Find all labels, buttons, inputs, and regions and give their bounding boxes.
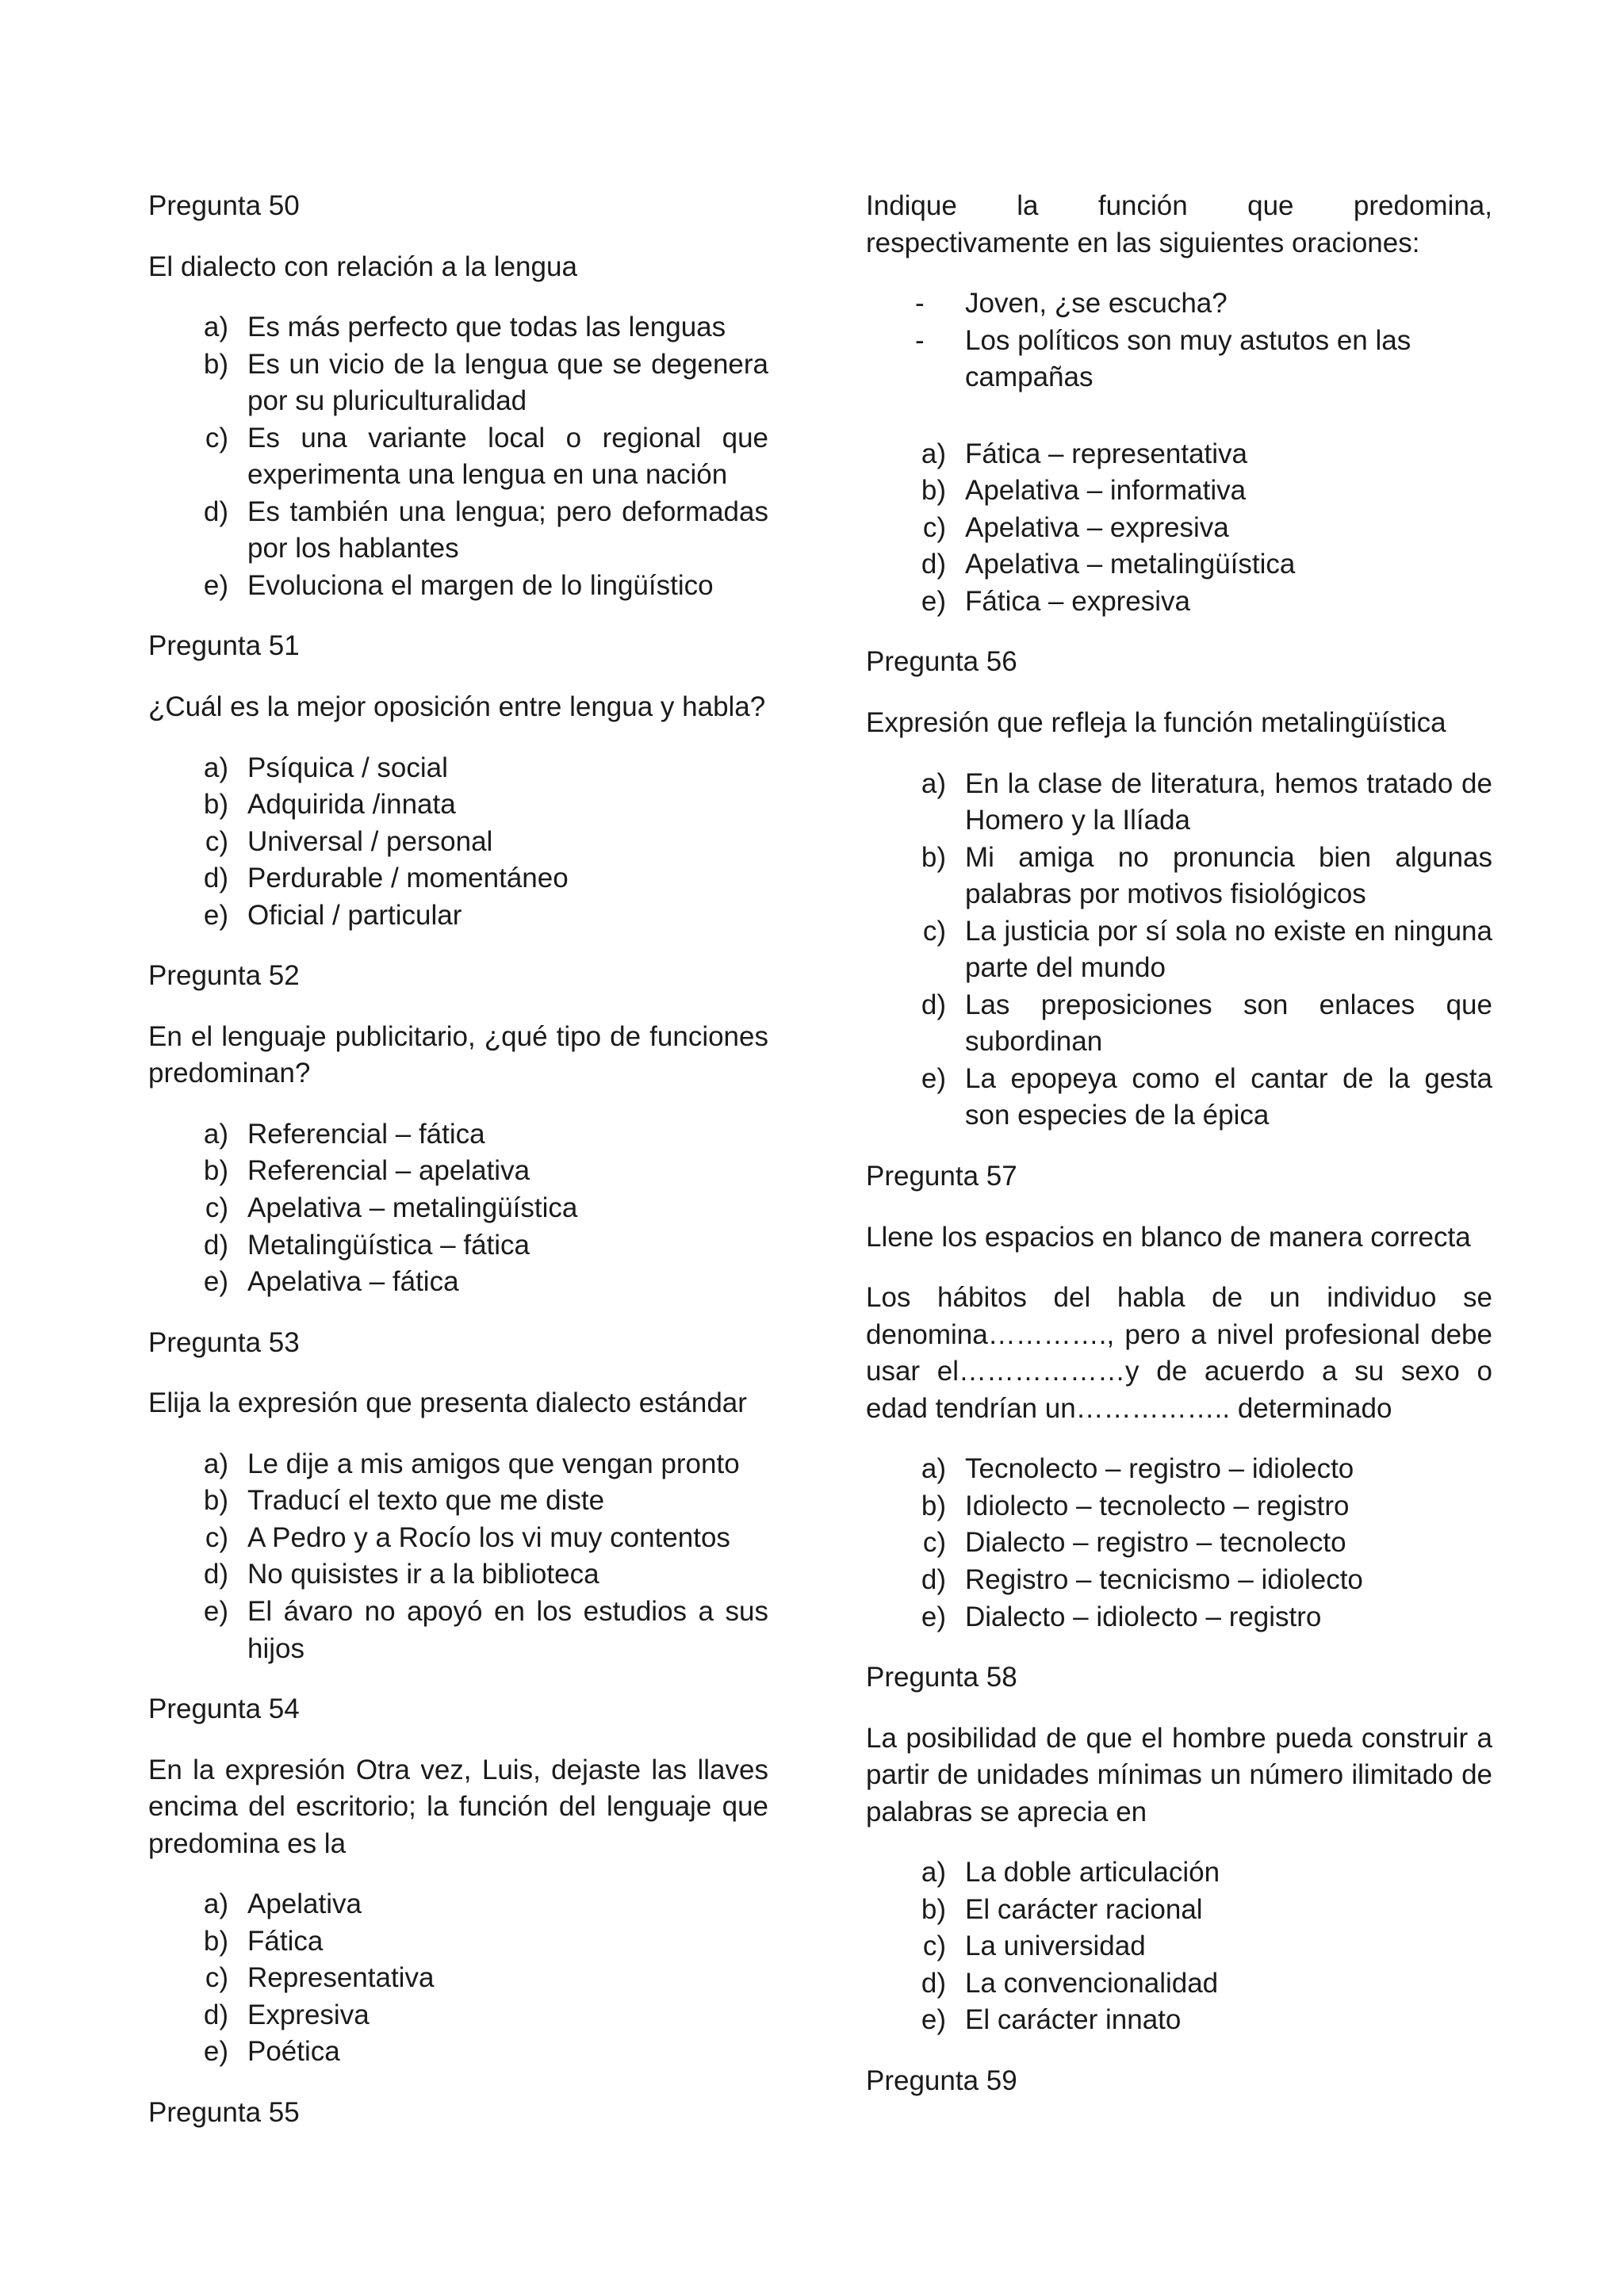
- option-c: [148, 1190, 768, 1227]
- option-text: Apelativa – metalingüística: [247, 1192, 578, 1224]
- option-text: Le dije a mis amigos que vengan pronto: [247, 1448, 740, 1479]
- question-title: Pregunta 52: [148, 960, 300, 992]
- option-letter: b): [203, 1485, 228, 1517]
- question-58: [866, 1659, 1492, 2039]
- option-d: [866, 546, 1492, 584]
- options-list: [148, 309, 768, 604]
- question-56: [866, 644, 1492, 1135]
- option-letter: b): [921, 475, 946, 507]
- question-text: La posibilidad de que el hombre pueda construir a partir de unidades mínimas un número ilimitado de palabras se aprecia en: [866, 1722, 1492, 1827]
- option-text: La convencionalidad: [965, 1967, 1219, 1999]
- option-c: [866, 510, 1492, 547]
- options-list: [148, 1446, 768, 1667]
- question-55-body: [866, 188, 1492, 620]
- option-text: Fática: [247, 1925, 324, 1957]
- option-letter: e): [921, 1601, 946, 1632]
- option-letter: e): [203, 2036, 228, 2068]
- option-e: [866, 2002, 1492, 2039]
- option-b: [148, 1483, 768, 1520]
- option-text: La universidad: [965, 1931, 1146, 1962]
- sentences-list: [866, 285, 1492, 396]
- option-d: [148, 1227, 768, 1265]
- option-letter: e): [203, 569, 228, 601]
- option-text: Fática – representativa: [965, 438, 1248, 469]
- option-a: [866, 436, 1492, 473]
- option-a: [866, 1854, 1492, 1892]
- option-letter: e): [921, 1062, 946, 1094]
- option-letter: e): [203, 1595, 228, 1627]
- option-text: En la clase de literatura, hemos tratado de Homero y la Ilíada: [965, 767, 1492, 836]
- question-text: ¿Cuál es la mejor oposición entre lengua y habla?: [148, 691, 766, 723]
- option-letter: a): [203, 312, 228, 343]
- question-text: Elija la expresión que presenta dialecto estándar: [148, 1387, 747, 1419]
- option-letter: e): [921, 2004, 946, 2036]
- option-letter: a): [921, 438, 946, 469]
- right-column: [866, 188, 1492, 2124]
- left-column: [148, 188, 768, 2156]
- option-text: Apelativa – metalingüística: [965, 549, 1296, 580]
- option-d: [866, 987, 1492, 1061]
- option-c: [148, 420, 768, 494]
- option-letter: c): [205, 422, 228, 453]
- option-letter: d): [203, 1999, 228, 2030]
- option-b: [148, 786, 768, 824]
- option-text: Apelativa: [247, 1888, 362, 1920]
- option-text: Mi amiga no pronuncia bien algunas palabras por motivos fisiológicos: [965, 841, 1492, 910]
- question-57: [866, 1158, 1492, 1636]
- option-d: [866, 1965, 1492, 2003]
- option-text: La doble articulación: [965, 1857, 1220, 1888]
- option-c: [866, 1928, 1492, 1965]
- option-text: La epopeya como el cantar de la gesta son especies de la épica: [965, 1062, 1492, 1131]
- option-text: Universal / personal: [247, 825, 493, 857]
- option-letter: b): [203, 1155, 228, 1187]
- question-50: [148, 188, 768, 604]
- option-e: [148, 1264, 768, 1301]
- option-letter: e): [921, 585, 946, 617]
- question-text: El dialecto con relación a la lengua: [148, 251, 577, 282]
- sentence-text: Los políticos son muy astutos en las campañas: [965, 324, 1411, 393]
- option-text: Perdurable / momentáneo: [247, 863, 569, 894]
- option-letter: c): [205, 1962, 228, 1994]
- option-letter: a): [921, 767, 946, 799]
- option-text: Idiolecto – tecnolecto – registro: [965, 1490, 1350, 1521]
- option-letter: c): [922, 1931, 946, 1962]
- option-letter: e): [203, 899, 228, 931]
- option-letter: c): [922, 511, 946, 543]
- option-a: [148, 1446, 768, 1483]
- option-letter: d): [921, 1967, 946, 1999]
- option-letter: b): [921, 1893, 946, 1925]
- option-e: [866, 1599, 1492, 1636]
- dash-bullet: -: [915, 288, 925, 320]
- option-text: Tecnolecto – registro – idiolecto: [965, 1453, 1354, 1485]
- option-text: Es un vicio de la lengua que se degenera por su pluriculturalidad: [247, 348, 768, 417]
- question-text: Expresión que refleja la función metalingüística: [866, 707, 1446, 739]
- options-list: [866, 1854, 1492, 2039]
- question-title: Pregunta 53: [148, 1326, 300, 1358]
- option-text: A Pedro y a Rocío los vi muy contentos: [247, 1521, 730, 1553]
- question-instruction: Llene los espacios en blanco de manera correcta: [866, 1221, 1471, 1253]
- option-text: Expresiva: [247, 1999, 370, 2030]
- option-text: Es también una lengua; pero deformadas por los hablantes: [247, 496, 768, 564]
- option-c: [866, 913, 1492, 987]
- question-59-title: Pregunta 59: [866, 2064, 1017, 2096]
- option-text: Dialecto – idiolecto – registro: [965, 1601, 1322, 1632]
- option-b: [866, 1892, 1492, 1929]
- option-letter: a): [203, 1118, 228, 1150]
- option-letter: a): [203, 752, 228, 783]
- option-b: [866, 840, 1492, 913]
- option-text: El carácter racional: [965, 1893, 1203, 1925]
- option-letter: d): [203, 496, 228, 527]
- option-letter: d): [203, 1229, 228, 1261]
- option-text: Registro – tecnicismo – idiolecto: [965, 1563, 1363, 1595]
- options-list: [866, 1451, 1492, 1636]
- question-51: [148, 628, 768, 934]
- option-b: [148, 346, 768, 420]
- option-text: Dialecto – registro – tecnolecto: [965, 1527, 1346, 1559]
- option-letter: c): [205, 825, 228, 857]
- options-list: [148, 750, 768, 935]
- option-e: [866, 1061, 1492, 1135]
- option-b: [148, 1923, 768, 1961]
- option-letter: c): [205, 1192, 228, 1224]
- option-text: Es una variante local o regional que experimenta una lengua en una nación: [247, 422, 768, 491]
- option-text: El ávaro no apoyó en los estudios a sus hijos: [247, 1595, 768, 1664]
- option-text: Evoluciona el margen de lo lingüístico: [247, 569, 714, 601]
- option-letter: d): [921, 1563, 946, 1595]
- question-52: [148, 958, 768, 1300]
- option-text: Adquirida /innata: [247, 789, 456, 821]
- sentence-item: [866, 285, 1492, 323]
- question-title: Pregunta 51: [148, 630, 300, 662]
- option-letter: c): [922, 1527, 946, 1559]
- option-text: Apelativa – fática: [247, 1266, 459, 1298]
- option-d: [148, 1556, 768, 1594]
- option-letter: d): [921, 989, 946, 1020]
- option-letter: b): [921, 1490, 946, 1521]
- option-text: Metalingüística – fática: [247, 1229, 530, 1261]
- question-text: Los hábitos del habla de un individuo se denomina…………., pero a nivel profesional debe usar el………………y de acuerdo a su sexo o edad tendrían un…………….. determinado: [866, 1282, 1492, 1424]
- option-letter: a): [203, 1888, 228, 1920]
- option-letter: b): [921, 841, 946, 873]
- option-b: [866, 1488, 1492, 1525]
- dash-bullet: -: [915, 324, 925, 356]
- option-text: La justicia por sí sola no existe en ninguna parte del mundo: [965, 915, 1492, 984]
- option-text: Es más perfecto que todas las lenguas: [247, 312, 726, 343]
- option-text: Representativa: [247, 1962, 435, 1994]
- option-b: [866, 473, 1492, 510]
- option-c: [148, 824, 768, 861]
- question-title: Pregunta 58: [866, 1662, 1017, 1693]
- option-text: Fática – expresiva: [965, 585, 1191, 617]
- options-list: [148, 1886, 768, 2071]
- option-letter: d): [203, 863, 228, 894]
- option-a: [148, 1116, 768, 1154]
- option-letter: d): [203, 1559, 228, 1590]
- option-text: El carácter innato: [965, 2004, 1182, 2036]
- option-b: [148, 1153, 768, 1190]
- option-a: [148, 1886, 768, 1923]
- option-text: Traducí el texto que me diste: [247, 1485, 605, 1517]
- option-text: Las preposiciones son enlaces que subordinan: [965, 989, 1492, 1058]
- option-letter: c): [205, 1521, 228, 1553]
- option-text: Referencial – apelativa: [247, 1155, 530, 1187]
- option-c: [148, 1960, 768, 1997]
- option-e: [866, 584, 1492, 621]
- option-d: [148, 860, 768, 897]
- question-title: Pregunta 56: [866, 646, 1017, 678]
- option-e: [148, 1594, 768, 1667]
- options-list: [866, 436, 1492, 621]
- question-53: [148, 1325, 768, 1667]
- option-d: [148, 1997, 768, 2034]
- question-text: En la expresión Otra vez, Luis, dejaste las llaves encima del escritorio; la función del lenguaje que predomina es la: [148, 1754, 768, 1859]
- option-letter: b): [203, 789, 228, 821]
- option-c: [148, 1520, 768, 1557]
- option-e: [148, 568, 768, 605]
- option-text: Oficial / particular: [247, 899, 462, 931]
- option-text: Poética: [247, 2036, 340, 2068]
- option-a: [148, 750, 768, 787]
- option-text: Apelativa – expresiva: [965, 511, 1229, 543]
- option-c: [866, 1525, 1492, 1562]
- options-list: [866, 766, 1492, 1135]
- question-text: Indique la función que predomina, respectivamente en las siguientes oraciones:: [866, 190, 1492, 258]
- option-d: [866, 1562, 1492, 1599]
- option-text: Referencial – fática: [247, 1118, 485, 1150]
- options-list: [148, 1116, 768, 1301]
- question-title: Pregunta 50: [148, 190, 300, 221]
- option-letter: c): [922, 915, 946, 947]
- option-a: [148, 309, 768, 346]
- option-e: [148, 897, 768, 935]
- option-letter: e): [203, 1266, 228, 1298]
- question-title: Pregunta 54: [148, 1693, 300, 1725]
- option-text: Apelativa – informativa: [965, 475, 1247, 507]
- option-letter: a): [921, 1857, 946, 1888]
- option-letter: b): [203, 348, 228, 380]
- option-letter: d): [921, 549, 946, 580]
- question-55-title: Pregunta 55: [148, 2096, 300, 2128]
- option-a: [866, 766, 1492, 840]
- option-e: [148, 2034, 768, 2071]
- question-54: [148, 1691, 768, 2071]
- question-text: En el lenguaje publicitario, ¿qué tipo de funciones predominan?: [148, 1020, 768, 1089]
- option-letter: b): [203, 1925, 228, 1957]
- option-d: [148, 494, 768, 568]
- option-letter: a): [203, 1448, 228, 1479]
- option-a: [866, 1451, 1492, 1488]
- option-text: Psíquica / social: [247, 752, 448, 783]
- sentence-item: [866, 323, 1492, 396]
- sentence-text: Joven, ¿se escucha?: [965, 288, 1228, 320]
- option-letter: a): [921, 1453, 946, 1485]
- question-title: Pregunta 57: [866, 1161, 1017, 1192]
- option-text: No quisistes ir a la biblioteca: [247, 1559, 599, 1590]
